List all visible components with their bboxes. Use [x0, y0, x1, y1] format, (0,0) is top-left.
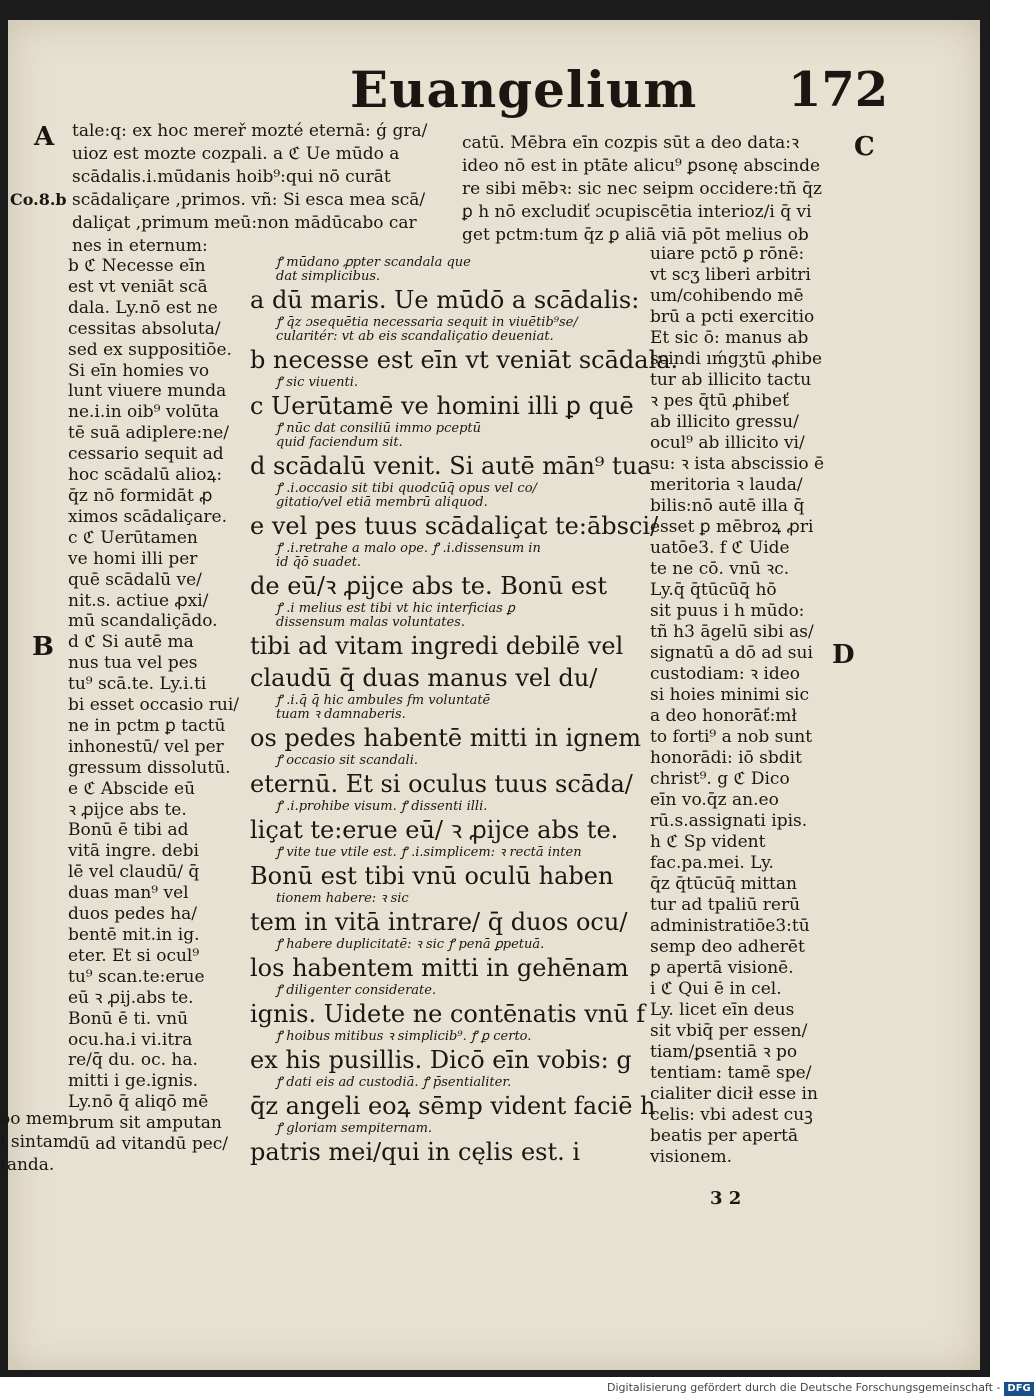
- gloss-line: brū a pcti exercitio: [650, 307, 815, 327]
- margin-letter-a: A: [34, 122, 55, 152]
- gloss-line: nus tua vel pes: [68, 653, 198, 674]
- gloss-line: est vt veniāt scā: [68, 276, 208, 297]
- text-line: los habentem mitti in gehēnam: [250, 954, 629, 982]
- gloss-line: scindi ıḿgʒtū ꝓhibe: [650, 349, 823, 369]
- gloss-line: cessitas absoluta/: [68, 318, 221, 339]
- text-line: b necesse est eīn vt veniāt scādala.: [250, 346, 679, 374]
- gloss-line: h ℭ Sp vident: [650, 832, 766, 852]
- gloss-line: re sibi mēbꝛ: sic nec seipm occidere:tñ q̄z: [462, 179, 822, 199]
- gloss-line: ve homi illi per: [68, 548, 198, 569]
- gloss-line: signatū a dō ad sui: [650, 643, 813, 663]
- gloss-line: sit vbiq̄ per essen/: [650, 1021, 808, 1041]
- text-line: liçat te:erue eū/ ꝛ ꝓijce abs te.: [250, 816, 619, 844]
- left-edge-fragments: [0, 1108, 70, 1177]
- gloss-line: vt scʒ liberi arbitri: [650, 265, 811, 285]
- left-gloss-column: [68, 256, 246, 1155]
- fragment-line: ōo mem: [0, 1109, 69, 1129]
- gloss-line: visionem.: [650, 1147, 732, 1167]
- text-line: d scādalū venit. Si autē mān⁹ tua: [250, 452, 652, 480]
- gloss-line: ꝛ pes q̄tū ꝓhibeť: [650, 391, 789, 411]
- gloss-line: hoc scādalū alioꝝ:: [68, 465, 223, 486]
- gloss-line: e ℭ Abscide eū: [68, 778, 196, 799]
- text-line: de eū/ꝛ ꝓijce abs te. Bonū est: [250, 572, 607, 600]
- gloss-line: cialiter dicił esse in: [650, 1084, 818, 1104]
- gloss-line: duas man⁹ vel: [68, 883, 189, 904]
- gloss-line: gressum dissolutū.: [68, 757, 231, 778]
- right-gloss-column: [650, 244, 840, 1168]
- interlinear-gloss: ꝭ q̄z ɔsequētia necessaria sequit in viuētib⁹se/: [276, 315, 578, 330]
- text-line: tem in vitā intrare/ q̄̄ duos ocu/: [250, 908, 628, 936]
- gloss-line: tur ab illicito tactu: [650, 370, 812, 390]
- gloss-line: fac.pa.mei. Ly.: [650, 853, 774, 873]
- gloss-line: si hoies minimi sic: [650, 685, 809, 705]
- gloss-line: ocul⁹ ab illicito vi/: [650, 433, 805, 453]
- interlinear-gloss: ꝭ diligenter considerate.: [276, 983, 437, 998]
- dfg-logo: DFG: [1004, 1382, 1033, 1396]
- gloss-line: Bonū ē ti. vnū: [68, 1008, 189, 1029]
- gloss-line: su: ꝛ ista abscissio ē: [650, 454, 825, 474]
- text-line: ex his pusillis. Dicō eīn vobis: g: [250, 1046, 632, 1074]
- margin-letter-c: C: [854, 132, 875, 162]
- gloss-line: mitti i ge.ignis.: [68, 1071, 199, 1092]
- gloss-line: daliçat ,primum meū:non mādūcabo car: [72, 213, 417, 233]
- interlinear-gloss: quid faciendum sit.: [276, 435, 403, 450]
- interlinear-gloss: ꝭ .i.retrahe a malo ope. ꝭ .i.dissensum in: [276, 541, 541, 556]
- text-line: q̄z angeli eoꝝ sēmp vident faciē h: [250, 1092, 656, 1120]
- interlinear-gloss: ꝭ mūdano ꝓpter scandala que: [276, 255, 471, 270]
- interlinear-gloss: ꝭ .i.occasio sit tibi quodcūq̄ opus vel co/: [276, 481, 537, 496]
- margin-letter-b: B: [32, 632, 54, 662]
- text-line: a dū maris. Ue mūdō a scādalis:: [250, 286, 640, 314]
- text-line: tibi ad vitam ingredi debilē vel: [250, 632, 624, 660]
- gloss-line: tñ h3 āgelū sibi as/: [650, 622, 814, 642]
- gloss-line: q̄z q̄tūcūq̄ mittan: [650, 874, 797, 894]
- gloss-line: christ⁹. g ℭ Dico: [650, 769, 790, 789]
- gloss-line: ꝛ ꝓijce abs te.: [68, 799, 187, 820]
- gloss-line: ꝑ h nō excludiť ɔcupiscētia interioz/i q̄ vi: [462, 202, 812, 222]
- fragment-line: tanda.: [0, 1155, 55, 1175]
- text-line: Bonū est tibi vnū oculū haben: [250, 862, 614, 890]
- gloss-line: rū.s.assignati ipis.: [650, 811, 808, 831]
- signature-mark: 3 2: [710, 1188, 742, 1209]
- gloss-line: ab illicito gressu/: [650, 412, 799, 432]
- gloss-line: tentiam: tamē spe/: [650, 1063, 812, 1083]
- digitization-footer: [607, 1378, 1031, 1397]
- gloss-line: i ℭ Qui ē in cel.: [650, 979, 782, 999]
- gloss-line: scādalis.i.mūdanis hoib⁹:qui nō curāt: [72, 167, 391, 187]
- gloss-line: mū scandaliçādo.: [68, 611, 218, 632]
- gloss-line: dala. Ly.nō est ne: [68, 297, 218, 318]
- gloss-line: catū. Mēbra eīn cozpis sūt a deo data:ꝛ: [462, 133, 800, 153]
- text-line: e vel pes tuus scādaliçat te:ābsci/: [250, 512, 659, 540]
- gloss-line: c ℭ Uerūtamen: [68, 527, 198, 548]
- gloss-line: uatōe3. f ℭ Uide: [650, 538, 790, 558]
- gloss-line: to forti⁹ a nob sunt: [650, 727, 813, 747]
- gloss-line: administratiōe3:tū: [650, 916, 810, 936]
- gloss-line: re/q̄̄ du. oc. ha.: [68, 1050, 198, 1071]
- main-text-column: [250, 255, 679, 1168]
- fragment-line: i sintam: [0, 1132, 70, 1152]
- interlinear-gloss: id q̄ō suadet.: [276, 555, 362, 570]
- gloss-line: tale:q: ex hoc mereř mozté eternā: ǵ gra/: [72, 121, 428, 141]
- gloss-line: quē scādalū ve/: [68, 569, 202, 590]
- gloss-line: ne in pctm ꝑ tactū: [68, 715, 226, 736]
- gloss-line: semp deo adherēt: [650, 937, 805, 957]
- gloss-line: Bonū ē tibi ad: [68, 820, 189, 841]
- interlinear-gloss: ꝭ gloriam sempiternam.: [276, 1121, 433, 1136]
- gloss-line: uioz est mozte cozpali. a ℭ Ue mūdo a: [72, 144, 400, 164]
- interlinear-gloss: ꝭ nūc dat consiliū immo pceptū: [276, 421, 481, 436]
- interlinear-gloss: ꝭ .i.prohibe visum. ꝭ dissenti illi.: [276, 799, 488, 814]
- gloss-line: ximos scādaliçare.: [68, 506, 228, 527]
- gloss-line: Si eīn homies vo: [68, 360, 210, 381]
- gloss-line: Ly.q̄ q̄tūcūq̄ hō: [650, 580, 777, 600]
- text-line: claudū q̄̄ duas manus vel du/: [250, 664, 598, 692]
- interlinear-gloss: dissensum malas voluntates.: [276, 615, 465, 630]
- gloss-line: um/cohibendo mē: [650, 286, 804, 306]
- margin-reference: Co.8.b: [10, 190, 67, 209]
- gloss-line: eter. Et si ocul⁹: [68, 945, 200, 966]
- text-line: patris mei/qui in cęlis est. i: [250, 1138, 581, 1166]
- gloss-line: tu⁹ scā.te. Ly.i.ti: [68, 674, 207, 695]
- gloss-line: lē vel claudū/ q̄̄: [68, 862, 200, 883]
- gloss-line: inhonestū/ vel per: [68, 736, 224, 757]
- gloss-line: custodiam: ꝛ ideo: [650, 664, 801, 684]
- gloss-line: b ℭ Necesse eīn: [68, 256, 206, 276]
- interlinear-gloss: tionem habere: ꝛ sic: [276, 891, 409, 906]
- gloss-line: meritoria ꝛ lauda/: [650, 475, 803, 495]
- gloss-line: nes in eternum:: [72, 236, 208, 256]
- interlinear-gloss: ꝭ .i.q̄ q̄ hic ambules fm voluntatē: [276, 693, 491, 708]
- folio-number: 172: [788, 62, 889, 118]
- gloss-line: sed ex suppositiōe.: [68, 339, 232, 360]
- interlinear-gloss: ꝭ vite tue vtile est. ꝭ .i.simplicem: ꝛ rectā inten: [276, 845, 582, 860]
- interlinear-gloss: ꝭ sic viuenti.: [276, 375, 358, 390]
- gloss-line: beatis per apertā: [650, 1126, 799, 1146]
- interlinear-gloss: ꝭ habere duplicitatē: ꝛ sic ꝭ penā ꝑpetuā.: [276, 937, 545, 952]
- interlinear-gloss: ꝭ dati eis ad custodiā. ꝭ p̄sentialiter.: [276, 1075, 512, 1090]
- text-line: ignis. Uidete ne contēnatis vnū f: [250, 1000, 646, 1028]
- gloss-line: scādaliçare ,primos. vñ: Si esca mea scā/: [72, 190, 426, 210]
- gloss-line: te ne cō. vnū ꝛc.: [650, 559, 790, 579]
- gloss-line: lunt viuere munda: [68, 381, 227, 402]
- gloss-line: ocu.ha.i vi.itra: [68, 1029, 193, 1050]
- gloss-line: bi esset occasio rui/: [68, 695, 239, 716]
- gloss-line: bentē mit.in ig.: [68, 925, 200, 945]
- interlinear-gloss: gitatio/vel etiā membrū aliquod.: [276, 495, 488, 510]
- gloss-line: ne.i.in oib⁹ volūta: [68, 402, 220, 423]
- interlinear-gloss: dat simplicibus.: [276, 269, 381, 284]
- gloss-line: tur ad tpaliū rerū: [650, 895, 801, 915]
- gloss-line: sit puus i h mūdo:: [650, 601, 805, 621]
- gloss-line: Et sic ō: manus ab: [650, 328, 809, 348]
- gloss-line: celis: vbi adest cuꝫ: [650, 1105, 813, 1125]
- gloss-line: ꝑ apertā visionē.: [650, 958, 794, 978]
- gloss-line: tiam/ꝑsentiā ꝛ po: [650, 1042, 798, 1062]
- text-line: eternū. Et si oculus tuus scāda/: [250, 770, 633, 798]
- interlinear-gloss: cularitér: vt ab eis scandaliçatio deueniat.: [276, 329, 554, 344]
- gloss-line: dū ad vitandū pec/: [68, 1134, 229, 1155]
- gloss-line: esset ꝑ mēbroꝝ ꝓri: [650, 517, 814, 537]
- running-title: Euangelium: [350, 60, 698, 119]
- gloss-line: honorādi: iō sbdit: [650, 748, 802, 768]
- text-line: os pedes habentē mitti in ignem: [250, 724, 641, 752]
- top-right-gloss: [462, 132, 832, 247]
- interlinear-gloss: ꝭ .i melius est tibi vt hic interficias ꝑ: [276, 601, 515, 616]
- gloss-line: q̄z nō formidāt ꝓ: [68, 485, 213, 506]
- interlinear-gloss: ꝭ occasio sit scandali.: [276, 753, 419, 768]
- gloss-line: Ly. licet eīn deus: [650, 1000, 795, 1020]
- margin-letter-d: D: [832, 640, 855, 670]
- gloss-line: ideo nō est in ptāte alicu⁹ ꝑsonę abscinde: [462, 156, 821, 176]
- gloss-line: vitā ingre. debi: [68, 841, 199, 862]
- gloss-line: tu⁹ scan.te:erue: [68, 966, 205, 987]
- gloss-line: get pctm:tum q̄z ꝑ aliā viā pōt melius ob: [462, 225, 809, 245]
- gloss-line: nit.s. actiue ꝓxi/: [68, 590, 209, 611]
- top-left-gloss: [72, 120, 452, 258]
- gloss-line: tē suā adiplere:ne/: [68, 423, 229, 444]
- footer-text: Digitalisierung gefördert durch die Deutsche Forschungsgemeinschaft -: [607, 1381, 1001, 1394]
- gloss-line: cessario sequit ad: [68, 444, 224, 465]
- interlinear-gloss: tuam ꝛ damnaberis.: [276, 707, 406, 722]
- gloss-line: eīn vo.q̄z an.eo: [650, 790, 779, 810]
- gloss-line: eū ꝛ ꝓij.abs te.: [68, 987, 194, 1008]
- interlinear-gloss: ꝭ hoibus mitibus ꝛ simplicib⁹. ꝭ ꝑ certo.: [276, 1029, 532, 1044]
- gloss-line: uiare pctō ꝑ rōnē:: [650, 244, 805, 264]
- gloss-line: Ly.nō q̄ aliqō mē: [68, 1092, 209, 1113]
- gloss-line: d ℭ Si autē ma: [68, 632, 194, 653]
- gloss-line: bilis:nō autē illa q̄: [650, 496, 805, 516]
- text-line: c Uerūtamē ve homini illi ꝑ quē: [250, 392, 634, 420]
- gloss-line: duos pedes ha/: [68, 904, 198, 925]
- gloss-line: a deo honorāť:mł: [650, 706, 797, 726]
- gloss-line: brum sit amputan: [68, 1113, 222, 1134]
